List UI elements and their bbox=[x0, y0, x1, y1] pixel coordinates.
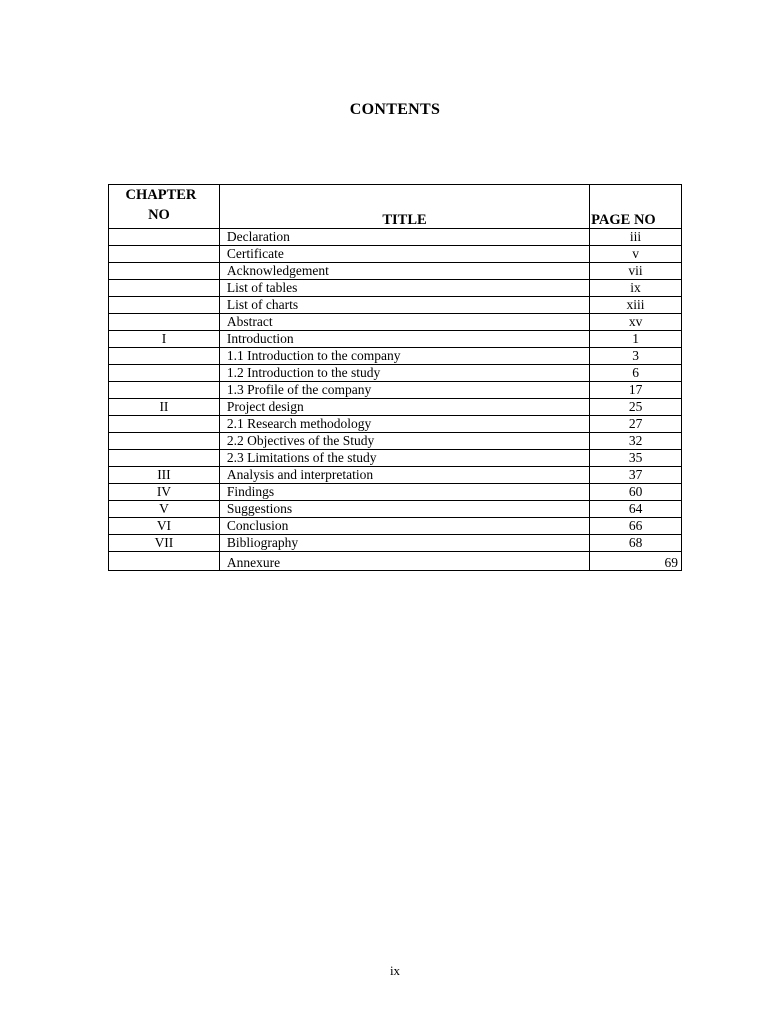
title-cell: List of charts bbox=[219, 297, 589, 314]
chapter-cell bbox=[109, 365, 220, 382]
table-row bbox=[109, 535, 682, 552]
chapter-cell bbox=[109, 229, 220, 246]
page-cell: 17 bbox=[590, 382, 682, 399]
title-cell: Conclusion bbox=[219, 518, 589, 535]
chapter-cell bbox=[109, 450, 220, 467]
page-cell: xiii bbox=[590, 297, 682, 314]
table-row bbox=[109, 450, 682, 467]
table-row bbox=[109, 297, 682, 314]
table-row bbox=[109, 484, 682, 501]
table-row bbox=[109, 314, 682, 331]
chapter-cell bbox=[109, 552, 220, 571]
chapter-cell: I bbox=[109, 331, 220, 348]
table-row bbox=[109, 433, 682, 450]
table-row bbox=[109, 246, 682, 263]
table-row bbox=[109, 263, 682, 280]
table-row bbox=[109, 229, 682, 246]
chapter-cell bbox=[109, 382, 220, 399]
table-row bbox=[109, 280, 682, 297]
title-cell: Analysis and interpretation bbox=[219, 467, 589, 484]
title-cell: Certificate bbox=[219, 246, 589, 263]
page-no-header: PAGE NO bbox=[590, 185, 682, 229]
table-row bbox=[109, 416, 682, 433]
page-number: ix bbox=[389, 963, 401, 978]
page-cell: 68 bbox=[590, 535, 682, 552]
chapter-cell bbox=[109, 348, 220, 365]
title-cell: Acknowledgement bbox=[219, 263, 589, 280]
page-cell: ix bbox=[590, 280, 682, 297]
page-cell: 66 bbox=[590, 518, 682, 535]
title-cell: Declaration bbox=[219, 229, 589, 246]
chapter-cell: VII bbox=[109, 535, 220, 552]
page-cell: 27 bbox=[590, 416, 682, 433]
table-row bbox=[109, 518, 682, 535]
chapter-no-header bbox=[109, 185, 220, 229]
chapter-cell bbox=[109, 314, 220, 331]
chapter-cell bbox=[109, 263, 220, 280]
contents-table bbox=[108, 184, 682, 571]
title-header: TITLE bbox=[219, 185, 589, 229]
chapter-header-line2: NO bbox=[148, 207, 170, 223]
page-cell: 69 bbox=[590, 552, 682, 571]
title-cell: 2.1 Research methodology bbox=[219, 416, 589, 433]
page-cell: 3 bbox=[590, 348, 682, 365]
page-cell: v bbox=[590, 246, 682, 263]
table-row bbox=[109, 399, 682, 416]
table-row bbox=[109, 331, 682, 348]
title-cell: Findings bbox=[219, 484, 589, 501]
page-title: CONTENTS bbox=[349, 101, 441, 118]
page-cell: vii bbox=[590, 263, 682, 280]
title-cell: Project design bbox=[219, 399, 589, 416]
page-cell: 25 bbox=[590, 399, 682, 416]
page-cell: 60 bbox=[590, 484, 682, 501]
title-cell: Abstract bbox=[219, 314, 589, 331]
title-cell: Introduction bbox=[219, 331, 589, 348]
page-cell: xv bbox=[590, 314, 682, 331]
page-cell: iii bbox=[590, 229, 682, 246]
chapter-cell bbox=[109, 433, 220, 450]
title-cell: Suggestions bbox=[219, 501, 589, 518]
contents-table-body bbox=[109, 229, 682, 571]
title-cell: 2.2 Objectives of the Study bbox=[219, 433, 589, 450]
table-row bbox=[109, 552, 682, 571]
page-cell: 35 bbox=[590, 450, 682, 467]
chapter-header-line1: CHAPTER bbox=[125, 187, 197, 203]
chapter-cell bbox=[109, 416, 220, 433]
title-cell: 2.3 Limitations of the study bbox=[219, 450, 589, 467]
page-cell: 64 bbox=[590, 501, 682, 518]
chapter-cell bbox=[109, 280, 220, 297]
chapter-cell bbox=[109, 246, 220, 263]
page-cell: 6 bbox=[590, 365, 682, 382]
title-cell: List of tables bbox=[219, 280, 589, 297]
table-row bbox=[109, 501, 682, 518]
title-cell: 1.1 Introduction to the company bbox=[219, 348, 589, 365]
chapter-cell: IV bbox=[109, 484, 220, 501]
page-cell: 32 bbox=[590, 433, 682, 450]
table-row bbox=[109, 365, 682, 382]
title-cell: 1.2 Introduction to the study bbox=[219, 365, 589, 382]
page-cell: 1 bbox=[590, 331, 682, 348]
table-row bbox=[109, 348, 682, 365]
title-cell: Annexure bbox=[219, 552, 589, 571]
chapter-cell: III bbox=[109, 467, 220, 484]
table-header-row bbox=[109, 185, 682, 229]
table-row bbox=[109, 382, 682, 399]
chapter-cell: VI bbox=[109, 518, 220, 535]
chapter-cell: V bbox=[109, 501, 220, 518]
title-cell: Bibliography bbox=[219, 535, 589, 552]
title-cell: 1.3 Profile of the company bbox=[219, 382, 589, 399]
table-row bbox=[109, 467, 682, 484]
chapter-cell bbox=[109, 297, 220, 314]
chapter-cell: II bbox=[109, 399, 220, 416]
page-cell: 37 bbox=[590, 467, 682, 484]
